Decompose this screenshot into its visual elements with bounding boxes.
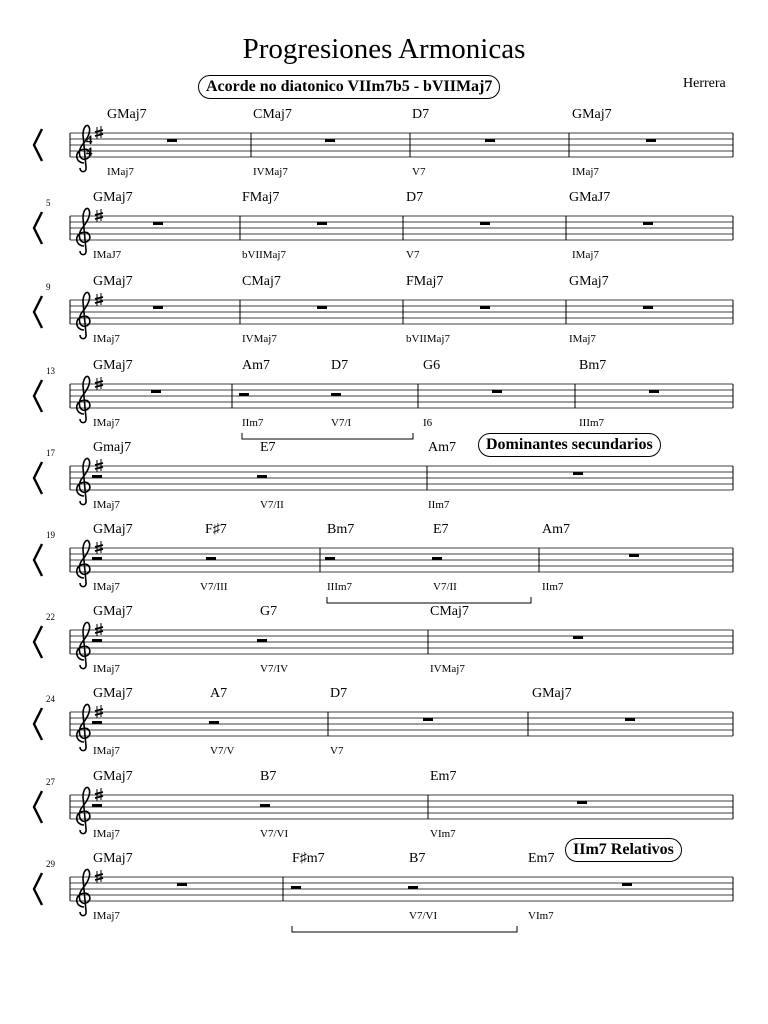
system-5 bbox=[34, 440, 733, 511]
analysis-bracket bbox=[327, 597, 531, 603]
analysis-bracket bbox=[242, 433, 413, 439]
whole-rest bbox=[177, 883, 187, 886]
whole-rest bbox=[151, 390, 161, 393]
whole-rest bbox=[622, 883, 632, 886]
chord-symbol: A7 bbox=[210, 686, 228, 701]
chord-symbol: E7 bbox=[433, 522, 449, 537]
chord-symbol: B7 bbox=[260, 769, 277, 784]
chord-symbol: D7 bbox=[331, 358, 349, 373]
whole-rest bbox=[492, 390, 502, 393]
system-8 bbox=[34, 686, 733, 757]
chord-symbol: B7 bbox=[409, 851, 426, 866]
roman-numeral: IMaJ7 bbox=[93, 249, 122, 261]
half-rest bbox=[257, 475, 267, 478]
key-signature-sharp-icon bbox=[95, 377, 103, 390]
whole-rest bbox=[573, 636, 583, 639]
chord-symbol: GMaj7 bbox=[93, 358, 133, 373]
chord-symbol: GMaj7 bbox=[93, 190, 133, 205]
chord-symbol: CMaj7 bbox=[242, 274, 281, 289]
whole-rest bbox=[153, 306, 163, 309]
whole-rest bbox=[317, 306, 327, 309]
roman-numeral: IIIm7 bbox=[327, 581, 353, 593]
roman-numeral: VIm7 bbox=[430, 828, 456, 840]
roman-numeral: IMaj7 bbox=[93, 333, 120, 345]
chord-symbol: Am7 bbox=[242, 358, 270, 373]
chord-symbol: GMaj7 bbox=[107, 107, 147, 122]
chord-symbol: GMaj7 bbox=[569, 274, 609, 289]
roman-numeral: IMaj7 bbox=[93, 663, 120, 675]
treble-clef-icon bbox=[77, 376, 90, 422]
half-rest bbox=[260, 804, 270, 807]
system-2 bbox=[34, 190, 733, 261]
chord-symbol: F♯m7 bbox=[292, 851, 325, 866]
roman-numeral: V7/II bbox=[260, 499, 284, 511]
system-1 bbox=[34, 107, 733, 178]
whole-rest bbox=[649, 390, 659, 393]
key-signature-sharp-icon bbox=[95, 623, 103, 636]
callout-relative-iim7: IIm7 Relativos bbox=[565, 838, 682, 862]
half-rest bbox=[209, 721, 219, 724]
chord-symbol: CMaj7 bbox=[253, 107, 292, 122]
key-signature-sharp-icon bbox=[95, 126, 103, 139]
chord-symbol: G6 bbox=[423, 358, 441, 373]
measure-number: 19 bbox=[46, 530, 55, 540]
measure-number: 27 bbox=[46, 777, 55, 787]
half-rest bbox=[408, 886, 418, 889]
roman-numeral: V7/VI bbox=[260, 828, 289, 840]
measure-number: 29 bbox=[46, 859, 55, 869]
chord-symbol: GMaj7 bbox=[93, 522, 133, 537]
roman-numeral: V7/V bbox=[210, 745, 235, 757]
chord-symbol: Am7 bbox=[428, 440, 456, 455]
system-9 bbox=[34, 769, 733, 840]
roman-numeral: IVMaj7 bbox=[430, 663, 465, 675]
whole-rest bbox=[167, 139, 177, 142]
half-rest bbox=[92, 639, 102, 642]
measure-number: 24 bbox=[46, 694, 55, 704]
treble-clef-icon bbox=[77, 704, 90, 750]
roman-numeral: IVMaj7 bbox=[253, 166, 288, 178]
treble-clef-icon bbox=[77, 458, 90, 504]
roman-numeral: V7/II bbox=[433, 581, 457, 593]
treble-clef-icon bbox=[77, 622, 90, 668]
system-10 bbox=[34, 851, 733, 932]
half-rest bbox=[291, 886, 301, 889]
half-rest bbox=[92, 475, 102, 478]
half-rest bbox=[432, 557, 442, 560]
time-signature-numerator: 4 bbox=[86, 132, 93, 147]
half-rest bbox=[92, 721, 102, 724]
whole-rest bbox=[153, 222, 163, 225]
system-4 bbox=[34, 358, 733, 439]
chord-symbol: GMaj7 bbox=[93, 604, 133, 619]
roman-numeral: V7/I bbox=[331, 417, 352, 429]
chord-symbol: Bm7 bbox=[579, 358, 607, 373]
time-signature-denominator: 4 bbox=[86, 144, 93, 159]
whole-rest bbox=[317, 222, 327, 225]
roman-numeral: IMaj7 bbox=[93, 499, 120, 511]
measure-number: 9 bbox=[46, 282, 51, 292]
treble-clef-icon bbox=[77, 869, 90, 915]
roman-numeral: V7/III bbox=[200, 581, 228, 593]
roman-numeral: V7/VI bbox=[409, 910, 438, 922]
key-signature-sharp-icon bbox=[95, 459, 103, 472]
key-signature-sharp-icon bbox=[95, 788, 103, 801]
composer-name: Herrera bbox=[683, 76, 726, 91]
roman-numeral: IMaj7 bbox=[93, 581, 120, 593]
roman-numeral: IIm7 bbox=[542, 581, 564, 593]
chord-symbol: Am7 bbox=[542, 522, 570, 537]
chord-symbol: GMaj7 bbox=[572, 107, 612, 122]
half-rest bbox=[92, 557, 102, 560]
roman-numeral: V7/IV bbox=[260, 663, 289, 675]
roman-numeral: IMaj7 bbox=[569, 333, 596, 345]
chord-symbol: FMaj7 bbox=[406, 274, 444, 289]
treble-clef-icon bbox=[77, 208, 90, 254]
chord-symbol: D7 bbox=[330, 686, 348, 701]
roman-numeral: IMaj7 bbox=[93, 910, 120, 922]
whole-rest bbox=[485, 139, 495, 142]
chord-symbol: GMaj7 bbox=[93, 851, 133, 866]
roman-numeral: IMaj7 bbox=[107, 166, 134, 178]
chord-symbol: D7 bbox=[406, 190, 424, 205]
measure-number: 5 bbox=[46, 198, 51, 208]
system-6 bbox=[34, 522, 733, 603]
roman-numeral: IIIm7 bbox=[579, 417, 605, 429]
whole-rest bbox=[625, 718, 635, 721]
roman-numeral: IMaj7 bbox=[572, 166, 599, 178]
treble-clef-icon bbox=[77, 292, 90, 338]
key-signature-sharp-icon bbox=[95, 870, 103, 883]
key-signature-sharp-icon bbox=[95, 705, 103, 718]
half-rest bbox=[92, 804, 102, 807]
whole-rest bbox=[646, 139, 656, 142]
whole-rest bbox=[480, 306, 490, 309]
measure-number: 22 bbox=[46, 612, 55, 622]
roman-numeral: IVMaj7 bbox=[242, 333, 277, 345]
callout-secondary-dominants: Dominantes secundarios bbox=[478, 433, 661, 457]
callout-non-diatonic: Acorde no diatonico VIIm7b5 - bVIIMaj7 bbox=[198, 75, 500, 99]
chord-symbol: F♯7 bbox=[205, 522, 227, 537]
roman-numeral: bVIIMaj7 bbox=[406, 333, 450, 345]
half-rest bbox=[239, 393, 249, 396]
whole-rest bbox=[643, 306, 653, 309]
roman-numeral: I6 bbox=[423, 417, 433, 429]
roman-numeral: V7 bbox=[406, 249, 420, 261]
roman-numeral: VIm7 bbox=[528, 910, 554, 922]
chord-symbol: Em7 bbox=[528, 851, 555, 866]
roman-numeral: IIm7 bbox=[428, 499, 450, 511]
page-title: Progresiones Armonicas bbox=[242, 33, 526, 65]
half-rest bbox=[206, 557, 216, 560]
system-3 bbox=[34, 274, 733, 345]
chord-symbol: Em7 bbox=[430, 769, 457, 784]
half-rest bbox=[325, 557, 335, 560]
whole-rest bbox=[643, 222, 653, 225]
whole-rest bbox=[423, 718, 433, 721]
chord-symbol: GMaj7 bbox=[93, 274, 133, 289]
roman-numeral: IIm7 bbox=[242, 417, 264, 429]
analysis-bracket bbox=[292, 926, 517, 932]
chord-symbol: CMaj7 bbox=[430, 604, 469, 619]
whole-rest bbox=[577, 801, 587, 804]
treble-clef-icon bbox=[77, 540, 90, 586]
key-signature-sharp-icon bbox=[95, 293, 103, 306]
chord-symbol: GMaj7 bbox=[93, 686, 133, 701]
key-signature-sharp-icon bbox=[95, 541, 103, 554]
measure-number: 13 bbox=[46, 366, 55, 376]
roman-numeral: V7 bbox=[330, 745, 344, 757]
chord-symbol: Gmaj7 bbox=[93, 440, 132, 455]
treble-clef-icon bbox=[77, 787, 90, 833]
half-rest bbox=[331, 393, 341, 396]
roman-numeral: IMaj7 bbox=[93, 828, 120, 840]
whole-rest bbox=[480, 222, 490, 225]
roman-numeral: IMaj7 bbox=[572, 249, 599, 261]
system-7 bbox=[34, 604, 733, 675]
roman-numeral: IMaj7 bbox=[93, 745, 120, 757]
chord-symbol: GMaJ7 bbox=[569, 190, 611, 205]
whole-rest bbox=[573, 472, 583, 475]
key-signature-sharp-icon bbox=[95, 209, 103, 222]
roman-numeral: V7 bbox=[412, 166, 426, 178]
whole-rest bbox=[629, 554, 639, 557]
chord-symbol: GMaj7 bbox=[532, 686, 572, 701]
chord-symbol: FMaj7 bbox=[242, 190, 280, 205]
chord-symbol: G7 bbox=[260, 604, 278, 619]
chord-symbol: GMaj7 bbox=[93, 769, 133, 784]
chord-symbol: D7 bbox=[412, 107, 430, 122]
measure-number: 17 bbox=[46, 448, 55, 458]
roman-numeral: bVIIMaj7 bbox=[242, 249, 286, 261]
chord-symbol: Bm7 bbox=[327, 522, 355, 537]
roman-numeral: IMaj7 bbox=[93, 417, 120, 429]
chord-symbol: E7 bbox=[260, 440, 276, 455]
half-rest bbox=[257, 639, 267, 642]
whole-rest bbox=[325, 139, 335, 142]
